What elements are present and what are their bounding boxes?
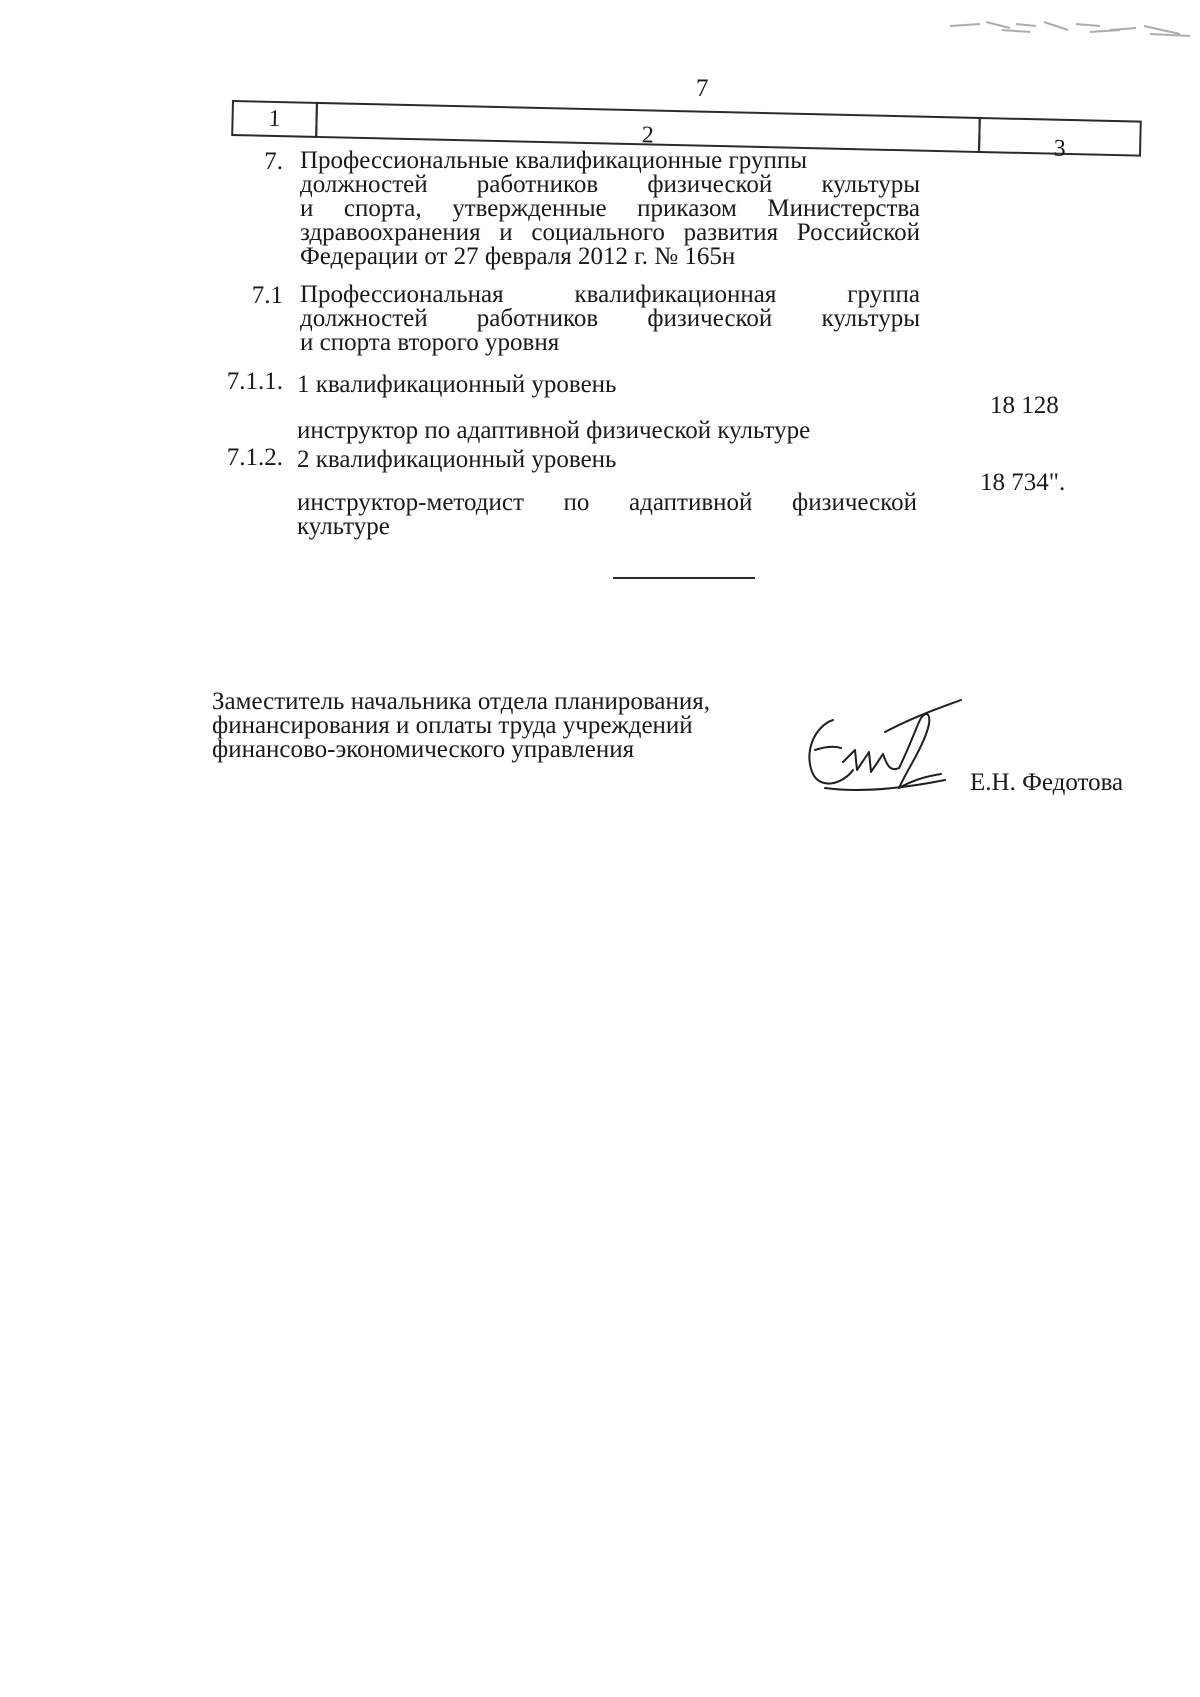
table-header-col1: 1 — [231, 100, 318, 138]
handwritten-signature — [795, 692, 965, 802]
signatory-title-line: Заместитель начальника отдела планирования, — [212, 688, 711, 715]
page-number: 7 — [696, 75, 709, 102]
row-text-line: здравоохранения и социального развития Российской — [300, 219, 920, 246]
signatory-title — [212, 690, 710, 762]
salary-value: 18 128 — [990, 392, 1059, 419]
row-text-line: должностей работников физической культуры — [300, 171, 920, 198]
row-text-line: и спорта второго уровня — [300, 329, 560, 356]
row-number: 7.1.1. — [226, 368, 283, 395]
row-text-line: и спорта, утвержденные приказом Министерства — [300, 195, 920, 222]
signer-name: Е.Н. Федотова — [970, 769, 1124, 796]
signatory-title-line: финансирования и оплаты труда учреждений — [212, 712, 693, 739]
position-name: инструктор по адаптивной физической культуре — [297, 417, 811, 444]
row-text-line: Профессиональные квалификационные группы — [300, 147, 808, 174]
position-name: культуре — [297, 513, 390, 540]
row-text-line: Федерации от 27 февраля 2012 г. № 165н — [300, 243, 736, 270]
signatory-title-line: финансово-экономического управления — [212, 736, 635, 763]
row-number: 7. — [264, 148, 283, 175]
position-name: инструктор-методист по адаптивной физической — [297, 489, 917, 516]
scan-noise — [940, 0, 1200, 50]
salary-value: 18 734". — [980, 469, 1066, 496]
row-number: 7.1.2. — [226, 444, 283, 471]
table-header-col3: 3 — [978, 117, 1142, 157]
row-text-line: должностей работников физической культуры — [300, 305, 920, 332]
closing-rule — [613, 577, 755, 579]
row-text-line: Профессиональная квалификационная группа — [300, 281, 920, 308]
qualification-level: 2 квалификационный уровень — [297, 446, 617, 473]
qualification-level: 1 квалификационный уровень — [297, 371, 617, 398]
row-number: 7.1 — [251, 282, 283, 309]
table-header-col2: 2 — [315, 102, 981, 153]
